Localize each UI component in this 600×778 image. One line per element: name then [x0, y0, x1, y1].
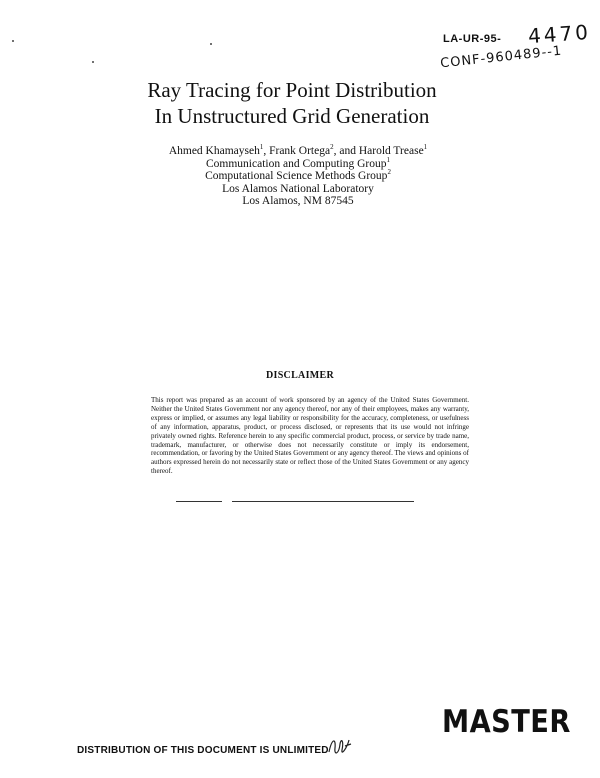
disclaimer-body: This report was prepared as an account of work sponsored by an agency of the United States Government. Neither the United States Government nor any agency thereof, nor any of their employees, makes any warranty, express or implied, or assumes any legal liability or responsibility for the accuracy, completeness, or usefulness of any information, apparatus, product, or process disclosed, or represents that its use would not infringe privately owned rights. Reference herein to any specific commercial product, process, or service by trade name, trademark, manufacturer, or otherwise does not necessarily constitute or imply its endorsement, recommendation, or favoring by the United States Government or any agency thereof. The views and opinions of authors expressed herein do not necessarily state or reflect those of the United States Government or any agency thereof. [151, 396, 469, 476]
author-name: Ahmed Khamayseh [168, 145, 260, 157]
affiliation-mark: 2 [387, 168, 391, 177]
author-name: Frank Ortega [269, 145, 331, 157]
scan-speck [210, 43, 212, 45]
affiliation-line [0, 155, 600, 171]
disclaimer-heading: DISCLAIMER [265, 370, 334, 381]
handwritten-conf-number: CONF-960489--1 [439, 43, 563, 72]
author-separator: , [263, 145, 270, 157]
handwritten-number: 4470 [527, 19, 592, 49]
divider-rule [232, 501, 414, 502]
report-number: LA-UR-95- [443, 33, 502, 45]
affiliation-line [0, 170, 600, 183]
affiliation-text: Computational Science Methods Group [205, 170, 388, 182]
title-line-2: In Unstructured Grid Generation [154, 104, 430, 128]
affiliation-text: Communication and Computing Group [206, 157, 387, 170]
author-separator: , and [333, 145, 359, 157]
author-names [0, 145, 600, 158]
handwritten-initials-icon [327, 734, 353, 758]
author-affiliation-mark: 2 [330, 143, 334, 152]
scan-speck [92, 61, 94, 63]
author-affiliation-mark: 1 [259, 143, 264, 152]
distribution-notice: DISTRIBUTION OF THIS DOCUMENT IS UNLIMITED [77, 745, 329, 756]
author-affiliation-mark: 1 [423, 143, 428, 152]
master-stamp: MASTER [442, 704, 571, 740]
location: Los Alamos, NM 87545 [242, 195, 354, 207]
paper-title [0, 77, 600, 129]
scan-speck [12, 40, 14, 42]
author-name: Harold Trease [358, 145, 424, 157]
author-block [0, 145, 600, 208]
institution: Los Alamos National Laboratory [222, 182, 374, 195]
divider-rule [176, 501, 222, 502]
affiliation-mark: 1 [386, 155, 390, 164]
title-line-1: Ray Tracing for Point Distribution [147, 78, 437, 102]
